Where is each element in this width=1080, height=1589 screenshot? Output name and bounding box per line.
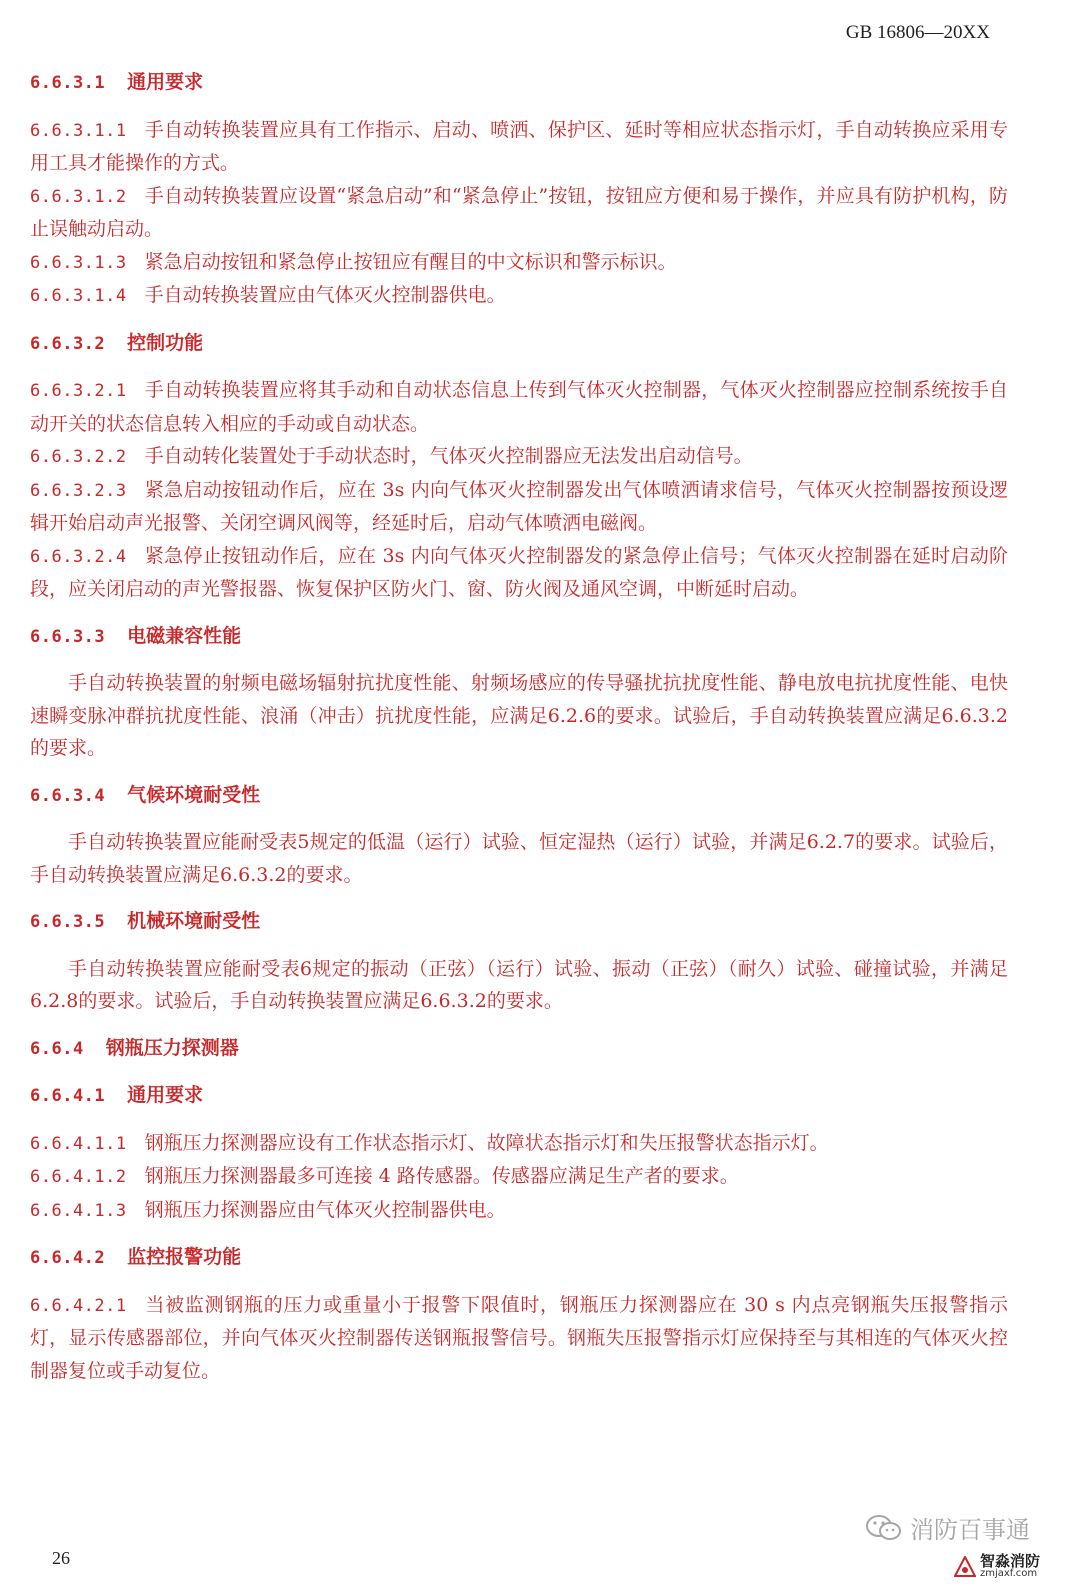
- clause: 6.6.3.2.4 紧急停止按钮动作后，应在 3s 内向气体灭火控制器发的紧急停止信号；气体灭火控制器在延时启动阶段，应关闭启动的声光警报器、恢复保护区防火门、窗、防火阀及通风空调，中断延时启动。: [30, 544, 1008, 600]
- section-heading: 6.6.3.1 通用要求: [30, 71, 204, 93]
- watermark-text: 消防百事通: [910, 1516, 1030, 1544]
- clause: 6.6.3.2.2 手自动转化装置处于手动状态时，气体灭火控制器应无法发出启动信号。: [30, 445, 753, 467]
- section-heading: 6.6.4 钢瓶压力探测器: [30, 1036, 239, 1059]
- logo-name: 智淼消防: [979, 1552, 1040, 1570]
- document-body: [30, 66, 1008, 1387]
- wechat-icon: [864, 1513, 904, 1543]
- clause: 6.6.4.1.1 钢瓶压力探测器应设有工作状态指示灯、故障状态指示灯和失压报警状态指示灯。: [30, 1131, 829, 1154]
- body-paragraph: 手自动转换装置的射频电磁场辐射抗扰度性能、射频场感应的传导骚扰抗扰度性能、静电放电抗扰度性能、电快速瞬变脉冲群抗扰度性能、浪涌（冲击）抗扰度性能，应满足6.2.6的要求。试验后，手自动转换装置应满足6.6.3.2的要求。: [30, 672, 1008, 759]
- watermark: [864, 1510, 1030, 1545]
- section-heading: 6.6.3.3 电磁兼容性能: [30, 624, 242, 647]
- standard-number: GB 16806—20XX: [845, 22, 990, 43]
- clause: 6.6.3.1.1 手自动转换装置应具有工作指示、启动、喷洒、保护区、延时等相应状态指示灯，手自动转换应采用专用工具才能操作的方式。: [30, 118, 1008, 174]
- body-paragraph: 手自动转换装置应能耐受表6规定的振动（正弦）（运行）试验、振动（正弦）（耐久）试验、碰撞试验，并满足6.2.8的要求。试验后，手自动转换装置应满足6.6.3.2的要求。: [30, 957, 1008, 1012]
- clause: 6.6.3.2.1 手自动转换装置应将其手动和自动状态信息上传到气体灭火控制器，气体灭火控制器应控制系统按手自动开关的状态信息转入相应的手动或自动状态。: [30, 379, 1008, 435]
- clause: 6.6.4.1.2 钢瓶压力探测器最多可连接 4 路传感器。传感器应满足生产者的要求。: [30, 1165, 739, 1187]
- site-logo: [954, 1554, 1040, 1579]
- clause: 6.6.3.2.3 紧急启动按钮动作后，应在 3s 内向气体灭火控制器发出气体喷洒请求信号，气体灭火控制器按预设逻辑开始启动声光报警、关闭空调风阀等，经延时后，启动气体喷洒电磁阀。: [30, 478, 1008, 534]
- section-heading: 6.6.4.2 监控报警功能: [30, 1246, 242, 1268]
- clause: 6.6.3.1.3 紧急启动按钮和紧急停止按钮应有醒目的中文标识和警示标识。: [30, 250, 677, 273]
- clause: 6.6.3.1.4 手自动转换装置应由气体灭火控制器供电。: [30, 284, 506, 306]
- logo-url: zmjaxf.com: [979, 1568, 1038, 1579]
- section-heading: 6.6.4.1 通用要求: [30, 1084, 204, 1106]
- clause: 6.6.4.1.3 钢瓶压力探测器应由气体灭火控制器供电。: [30, 1198, 506, 1221]
- section-heading: 6.6.3.2 控制功能: [30, 331, 204, 354]
- section-heading: 6.6.3.5 机械环境耐受性: [30, 910, 261, 932]
- body-paragraph: 手自动转换装置应能耐受表5规定的低温（运行）试验、恒定湿热（运行）试验，并满足6.2.7的要求。试验后，手自动转换装置应满足6.6.3.2的要求。: [30, 831, 1008, 886]
- clause: 6.6.4.2.1 当被监测钢瓶的压力或重量小于报警下限值时，钢瓶压力探测器应在 30 s 内点亮钢瓶失压报警指示灯，显示传感器部位，并向气体灭火控制器传送钢瓶报警信号。钢瓶失压报警指示灯应保持至与其相连的气体灭火控制器复位或手动复位。: [30, 1293, 1008, 1382]
- page-number: 26: [52, 1548, 70, 1568]
- section-heading: 6.6.3.4 气候环境耐受性: [30, 783, 261, 806]
- logo-icon: [954, 1556, 976, 1578]
- clause: 6.6.3.1.2 手自动转换装置应设置“紧急启动”和“紧急停止”按钮，按钮应方便和易于操作，并应具有防护机构，防止误触动启动。: [30, 184, 1008, 240]
